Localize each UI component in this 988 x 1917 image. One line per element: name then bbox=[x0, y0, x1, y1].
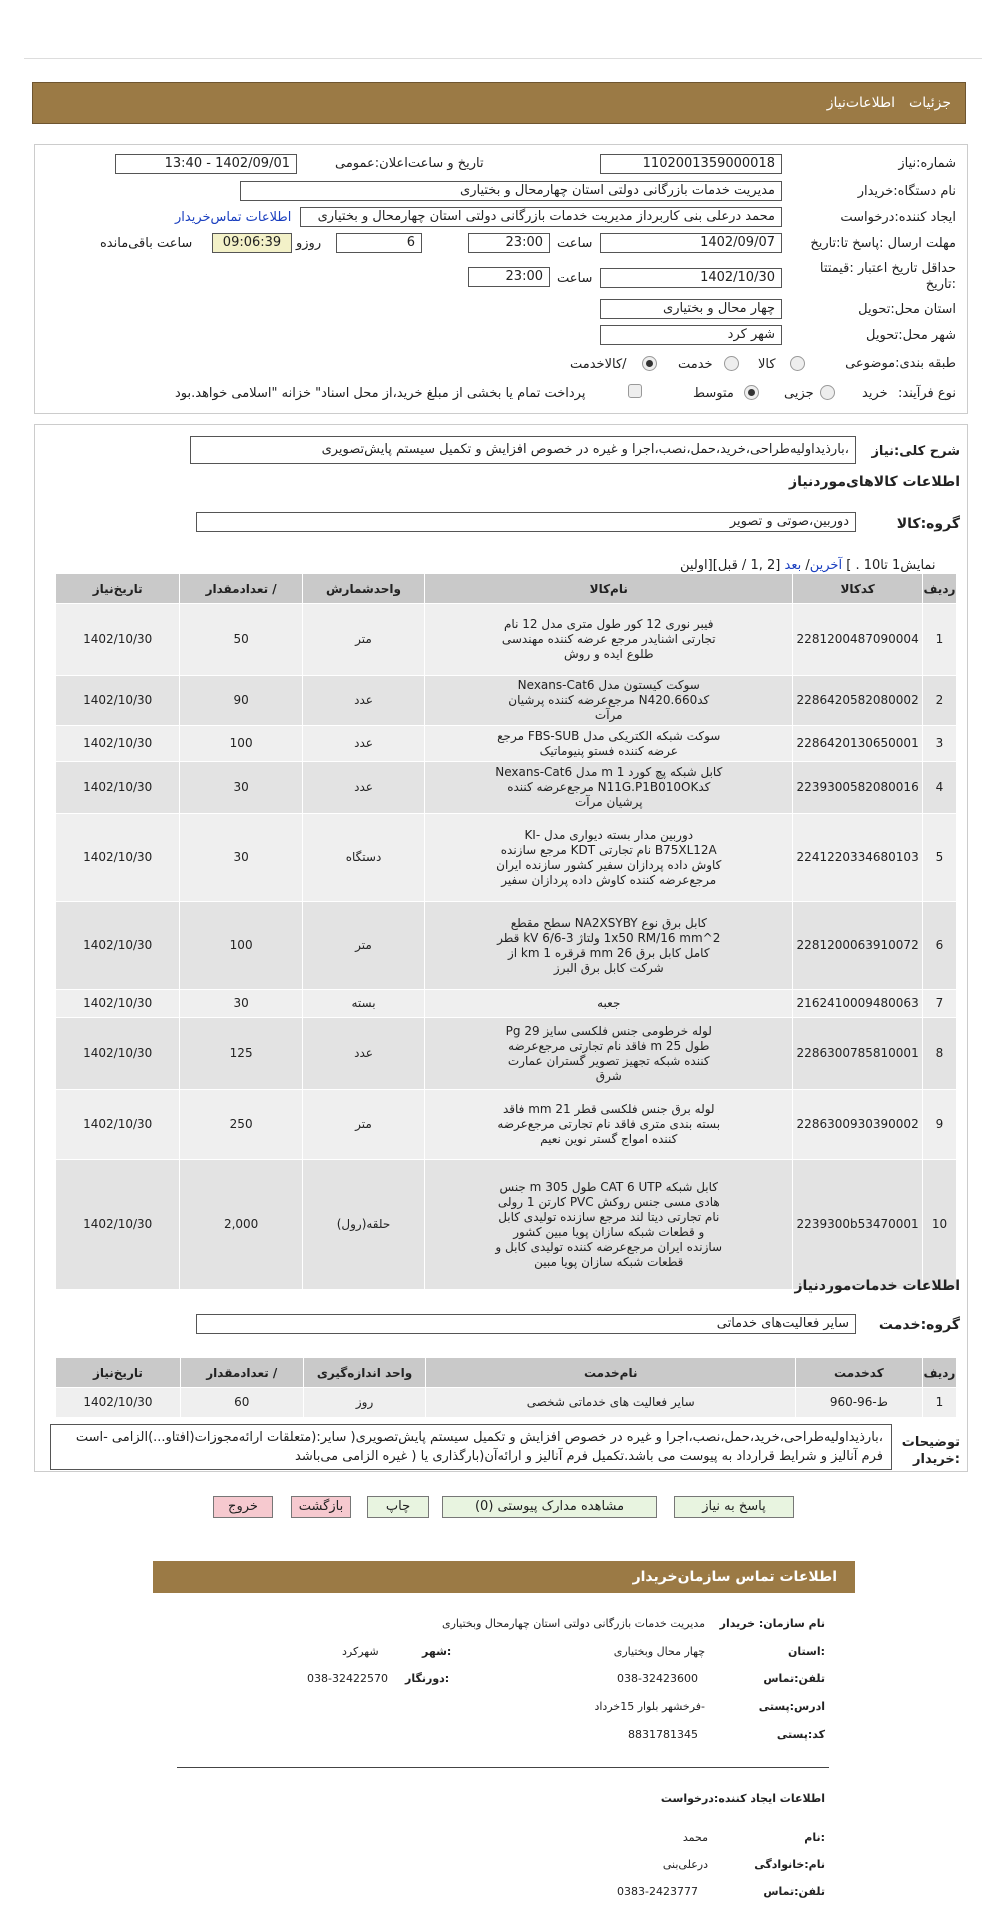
contact-org: مدیریت خدمات بازرگانی دولتی استان چهارمحال وبختیاری bbox=[442, 1617, 705, 1630]
services-heading: اطلاعات خدمات‌موردنیاز bbox=[794, 1278, 960, 1294]
cell-code: 2239300582080016 bbox=[793, 762, 923, 814]
cell-unit: عدد bbox=[302, 676, 424, 726]
cell-date: 1402/10/30 bbox=[56, 762, 180, 814]
buyer-label: نام دستگاه:خریدار bbox=[857, 184, 956, 199]
back-button[interactable]: بازگشت bbox=[291, 1496, 351, 1518]
validity-time-word: ساعت bbox=[557, 271, 593, 286]
remaining-timer: 09:06:39 bbox=[212, 233, 292, 253]
deadline-date-field: 1402/09/07 bbox=[600, 233, 782, 253]
column-header: نام‌خدمت bbox=[426, 1358, 795, 1388]
table-row bbox=[56, 676, 957, 726]
validity-date-field: 1402/10/30 bbox=[600, 268, 782, 288]
contact-address: -فرخشهر بلوار 15خرداد bbox=[594, 1700, 705, 1713]
contact-postcode: 8831781345 bbox=[628, 1728, 698, 1741]
goods-table bbox=[55, 573, 957, 1290]
cell-code: 2281200487090004 bbox=[793, 604, 923, 676]
cell-unit: متر bbox=[302, 604, 424, 676]
cell-n: 10 bbox=[922, 1160, 956, 1290]
column-header: واحدشمارش bbox=[302, 574, 424, 604]
table-row bbox=[56, 990, 957, 1018]
cell-code: 2286300930390002 bbox=[793, 1090, 923, 1160]
cell-name: کابل شبکه پچ کورد 1 m مدل Nexans-Cat6 کدN11G.P1B010OK مرجع‌عرضه کننده پرشیان مرآت bbox=[425, 762, 793, 814]
contact-fax-label: :دورنگار bbox=[405, 1672, 450, 1685]
validity-time-field: 23:00 bbox=[468, 267, 550, 287]
cell-code: 2241220334680103 bbox=[793, 814, 923, 902]
city-field: شهر کرد bbox=[600, 325, 782, 345]
goods-group-label: گروه:کالا bbox=[896, 516, 960, 532]
need-number-label: شماره:نیاز bbox=[898, 156, 956, 171]
province-label: استان محل:تحویل bbox=[858, 302, 956, 317]
page-header bbox=[32, 82, 966, 124]
cell-qty: 100 bbox=[180, 726, 302, 762]
cell-qty: 100 bbox=[180, 902, 302, 990]
need-number-field: 1102001359000018 bbox=[600, 154, 782, 174]
cell-unit: عدد bbox=[302, 726, 424, 762]
cell-date: 1402/10/30 bbox=[56, 676, 180, 726]
services-table bbox=[55, 1357, 957, 1418]
table-row bbox=[56, 1388, 957, 1418]
cell-date: 1402/10/30 bbox=[56, 604, 180, 676]
cell-code: 2286420130650001 bbox=[793, 726, 923, 762]
pagination-prev-first[interactable]: / قبل][اولین bbox=[680, 558, 747, 573]
table-row bbox=[56, 604, 957, 676]
goods-heading: اطلاعات کالاهای‌موردنیاز bbox=[789, 474, 960, 490]
general-desc-field: ،بارذیداولیه‌طراحی،خرید،حمل،نصب،اجرا و غیره در خصوص افزایش و تکمیل سیستم پایش‌تصویری bbox=[190, 436, 856, 464]
cell-date: 1402/10/30 bbox=[56, 1388, 181, 1418]
column-header: ردیف bbox=[922, 574, 956, 604]
cell-code: ط-96-960 bbox=[795, 1388, 922, 1418]
category-service-label: خدمت bbox=[678, 357, 713, 372]
validity-label-1: حداقل تاریخ اعتبار :قیمتتا bbox=[819, 261, 956, 276]
goods-group-field: دوربین،صوتی و تصویر bbox=[196, 512, 856, 532]
days-field: 6 bbox=[336, 233, 422, 253]
buyer-notes-field: ،بارذیداولیه‌طراحی،خرید،حمل،نصب،اجرا و غیره در خصوص افزایش و تکمیل سیستم پایش‌تصویری( سایر:(متعلقات ارائه‌مجوزات(افتاو...)الزامی -است فرم آنالیز و شرایط قرارداد به پیوست می باشد.تکمیل فرم آنالیز و ارائه‌آن(بارگذاری یا ( غیره الزامی می‌باشد bbox=[50, 1424, 892, 1470]
process-partial-label: جزیی bbox=[784, 386, 814, 401]
treasury-payment-checkbox[interactable] bbox=[628, 384, 642, 398]
days-word: روزو bbox=[296, 236, 322, 251]
table-row bbox=[56, 762, 957, 814]
category-goods-radio[interactable] bbox=[790, 356, 805, 371]
cell-unit: متر bbox=[302, 1090, 424, 1160]
category-both-radio[interactable] bbox=[642, 356, 657, 371]
category-both-label: /کالاخدمت bbox=[570, 357, 627, 372]
deadline-time-field: 23:00 bbox=[468, 233, 550, 253]
cell-date: 1402/10/30 bbox=[56, 814, 180, 902]
cell-code: 2281200063910072 bbox=[793, 902, 923, 990]
cell-qty: 90 bbox=[180, 676, 302, 726]
process-label: نوع فرآیند: bbox=[898, 386, 956, 401]
process-medium-label: متوسط bbox=[693, 386, 734, 401]
cell-n: 6 bbox=[922, 902, 956, 990]
deadline-time-word: ساعت bbox=[557, 236, 593, 251]
deadline-label: مهلت ارسال :پاسخ تا:تاریخ bbox=[810, 236, 956, 251]
table-row bbox=[56, 1018, 957, 1090]
cell-date: 1402/10/30 bbox=[56, 1090, 180, 1160]
cell-n: 1 bbox=[922, 1388, 956, 1418]
cell-unit: متر bbox=[302, 902, 424, 990]
services-group-field: سایر فعالیت‌های خدماتی bbox=[196, 1314, 856, 1334]
cell-n: 9 bbox=[922, 1090, 956, 1160]
contact-title: اطلاعات تماس سازمان‌خریدار bbox=[153, 1561, 855, 1593]
creator-info-title: اطلاعات ایجاد کننده:درخواست bbox=[660, 1792, 825, 1805]
services-group-label: گروه:خدمت bbox=[878, 1317, 960, 1333]
cell-date: 1402/10/30 bbox=[56, 1018, 180, 1090]
remaining-word: ساعت باقی‌مانده bbox=[100, 236, 193, 251]
contact-divider bbox=[177, 1767, 829, 1768]
creator-phone: 0383-2423777 bbox=[617, 1885, 698, 1898]
cell-n: 3 bbox=[922, 726, 956, 762]
province-field: چهار محال و بختیاری bbox=[600, 299, 782, 319]
cell-n: 4 bbox=[922, 762, 956, 814]
creator-phone-label: تلفن:تماس bbox=[763, 1885, 825, 1898]
cell-name: جعبه bbox=[425, 990, 793, 1018]
cell-name: سوکت کیستون مدل Nexans-Cat6 کدN420.660 مرجع‌عرضه کننده پرشیان مرآت bbox=[425, 676, 793, 726]
announce-label: تاریخ و ساعت‌اعلان:عمومی bbox=[335, 156, 484, 171]
cell-n: 1 bbox=[922, 604, 956, 676]
pagination-sep: / bbox=[805, 558, 810, 573]
validity-label-2: :تاریخ bbox=[925, 277, 956, 292]
cell-unit: دستگاه bbox=[302, 814, 424, 902]
process-partial-radio[interactable] bbox=[820, 385, 835, 400]
treasury-payment-note: پرداخت تمام یا بخشی از مبلغ خرید،از محل اسناد" خزانه "اسلامی خواهد.بود bbox=[175, 386, 586, 401]
cell-name: سایر فعالیت های خدماتی شخصی bbox=[426, 1388, 795, 1418]
cell-qty: 250 bbox=[180, 1090, 302, 1160]
cell-name: دوربین مدار بسته دیواری مدل KI-B75XL12A نام تجارتی KDT مرجع سازنده کاوش داده پردازان سفیر کشور سازنده ایران مرجع‌عرضه کننده کاوش داده پردازان سفیر bbox=[425, 814, 793, 902]
cell-n: 8 bbox=[922, 1018, 956, 1090]
buyer-notes-label-1: توضیحات bbox=[901, 1435, 960, 1450]
cell-qty: 30 bbox=[180, 814, 302, 902]
contact-phone-label: تلفن:تماس bbox=[763, 1672, 825, 1685]
table-row bbox=[56, 1090, 957, 1160]
contact-org-label: نام سازمان: خریدار bbox=[719, 1617, 825, 1630]
buyer-notes-label-2: :خریدار bbox=[913, 1452, 960, 1467]
pagination bbox=[680, 558, 936, 573]
contact-address-label: ادرس:پستی bbox=[758, 1700, 825, 1713]
contact-fax: 038-32422570 bbox=[307, 1672, 388, 1685]
reply-button[interactable]: پاسخ به نیاز bbox=[674, 1496, 794, 1518]
cell-date: 1402/10/30 bbox=[56, 1160, 180, 1290]
column-header: کدخدمت bbox=[795, 1358, 922, 1388]
column-header: / تعدادمقدار bbox=[180, 574, 302, 604]
top-divider bbox=[24, 58, 982, 59]
column-header: ردیف bbox=[922, 1358, 956, 1388]
cell-qty: 30 bbox=[180, 990, 302, 1018]
creator-label: ایجاد کننده:درخواست bbox=[840, 210, 956, 225]
buyer-field: مدیریت خدمات بازرگانی دولتی استان چهارمحال و بختیاری bbox=[240, 181, 782, 201]
column-header: تاریخ‌نیاز bbox=[56, 574, 180, 604]
tab-details[interactable]: جزئیات bbox=[909, 95, 951, 111]
cell-unit: حلقه(رول) bbox=[302, 1160, 424, 1290]
cell-name: لوله برق جنس فلکسی قطر 21 mm فاقد بسته بندی متری فاقد نام تجارتی مرجع‌عرضه کننده امواج گستر نوین نعیم bbox=[425, 1090, 793, 1160]
contact-province-label: :استان bbox=[788, 1645, 825, 1658]
cell-date: 1402/10/30 bbox=[56, 902, 180, 990]
column-header: واحد اندازه‌گیری bbox=[303, 1358, 426, 1388]
view-attachments-button[interactable]: مشاهده مدارک پیوستی (0) bbox=[442, 1496, 657, 1518]
cell-n: 2 bbox=[922, 676, 956, 726]
cell-code: 2286420582080002 bbox=[793, 676, 923, 726]
cell-qty: 50 bbox=[180, 604, 302, 676]
table-row bbox=[56, 902, 957, 990]
creator-family-label: نام:خانوادگی bbox=[754, 1858, 825, 1871]
cell-qty: 125 bbox=[180, 1018, 302, 1090]
column-header: / تعدادمقدار bbox=[180, 1358, 303, 1388]
cell-name: سوکت شبکه الکتریکی مدل FBS-SUB مرجع عرضه کننده فستو پنیوماتیک bbox=[425, 726, 793, 762]
tab-need-info[interactable]: اطلاعات‌نیاز bbox=[826, 95, 896, 111]
creator-name: محمد bbox=[682, 1831, 708, 1844]
column-header: کدکالا bbox=[793, 574, 923, 604]
cell-name: کابل شبکه CAT 6 UTP طول 305 m جنس هادی مسی جنس روکش PVC کارتن 1 رولی نام تجارتی دیتا لند مرجع سازنده تولیدی کابل و قطعات شبکه سازان پویا مبین کشور سازنده ایران مرجع‌عرضه کننده تولیدی کابل و قطعات شبکه سازان پویا مبین bbox=[425, 1160, 793, 1290]
cell-unit: عدد bbox=[302, 762, 424, 814]
pagination-last-link[interactable]: آخرین bbox=[809, 558, 843, 573]
cell-n: 7 bbox=[922, 990, 956, 1018]
creator-field: محمد درعلی بنی کاربرداز مدیریت خدمات بازرگانی دولتی استان چهارمحال و بختیاری bbox=[300, 207, 782, 227]
contact-province: چهار محال وبختیاری bbox=[613, 1645, 705, 1658]
cell-code: 2286300785810001 bbox=[793, 1018, 923, 1090]
column-header: نام‌کالا bbox=[425, 574, 793, 604]
cell-qty: 60 bbox=[180, 1388, 303, 1418]
cell-name: فیبر نوری 12 کور طول متری مدل 12 نام تجارتی اشنایدر مرجع عرضه کننده مهندسی طلوع ایده و روش bbox=[425, 604, 793, 676]
contact-phone: 038-32423600 bbox=[617, 1672, 698, 1685]
buyer-contact-link[interactable]: اطلاعات تماس‌خریدار bbox=[175, 210, 292, 225]
table-row bbox=[56, 1160, 957, 1290]
creator-name-label: :نام bbox=[804, 1831, 825, 1844]
process-buy-label: خرید bbox=[862, 386, 888, 401]
cell-code: 2239300b53470001 bbox=[793, 1160, 923, 1290]
pagination-pages[interactable]: [2 ,1 bbox=[750, 558, 781, 573]
cell-unit: عدد bbox=[302, 1018, 424, 1090]
cell-unit: بسته bbox=[302, 990, 424, 1018]
city-label: شهر محل:تحویل bbox=[866, 328, 956, 343]
cell-date: 1402/10/30 bbox=[56, 990, 180, 1018]
process-medium-radio[interactable] bbox=[744, 385, 759, 400]
exit-button[interactable]: خروج bbox=[213, 1496, 273, 1518]
category-label: طبقه بندی:موضوعی bbox=[845, 356, 956, 371]
contact-city-label: :شهر bbox=[422, 1645, 452, 1658]
cell-name: لوله خرطومی جنس فلکسی سایز 29 Pg طول 25 m فاقد نام تجارتی مرجع‌عرضه کننده شبکه تجهیز تصویر گستران عمارت شرق bbox=[425, 1018, 793, 1090]
pagination-range: نمایش1 تا10 . ] bbox=[846, 558, 936, 573]
contact-city: شهرکرد bbox=[342, 1645, 379, 1658]
contact-postcode-label: کد:پستی bbox=[776, 1728, 825, 1741]
cell-code: 2162410009480063 bbox=[793, 990, 923, 1018]
general-desc-label: شرح کلی:نیاز bbox=[871, 444, 960, 459]
column-header: تاریخ‌نیاز bbox=[56, 1358, 181, 1388]
creator-family: درعلی‌بنی bbox=[662, 1858, 708, 1871]
cell-qty: 30 bbox=[180, 762, 302, 814]
cell-n: 5 bbox=[922, 814, 956, 902]
category-service-radio[interactable] bbox=[724, 356, 739, 371]
announce-field: 1402/09/01 - 13:40 bbox=[115, 154, 297, 174]
print-button[interactable]: چاپ bbox=[367, 1496, 429, 1518]
cell-date: 1402/10/30 bbox=[56, 726, 180, 762]
pagination-next-link[interactable]: بعد bbox=[784, 558, 802, 573]
cell-name: کابل برق نوع NA2XSYBY سطح مقطع 1x50 RM/16 mm^2 ولتاژ 3-6/6 kV قطر کامل کابل برق 26 mm قرقره 1 km از شرکت کابل برق البرز bbox=[425, 902, 793, 990]
table-row bbox=[56, 814, 957, 902]
category-goods-label: کالا bbox=[758, 357, 776, 372]
cell-unit: روز bbox=[303, 1388, 426, 1418]
cell-qty: 2,000 bbox=[180, 1160, 302, 1290]
table-row bbox=[56, 726, 957, 762]
